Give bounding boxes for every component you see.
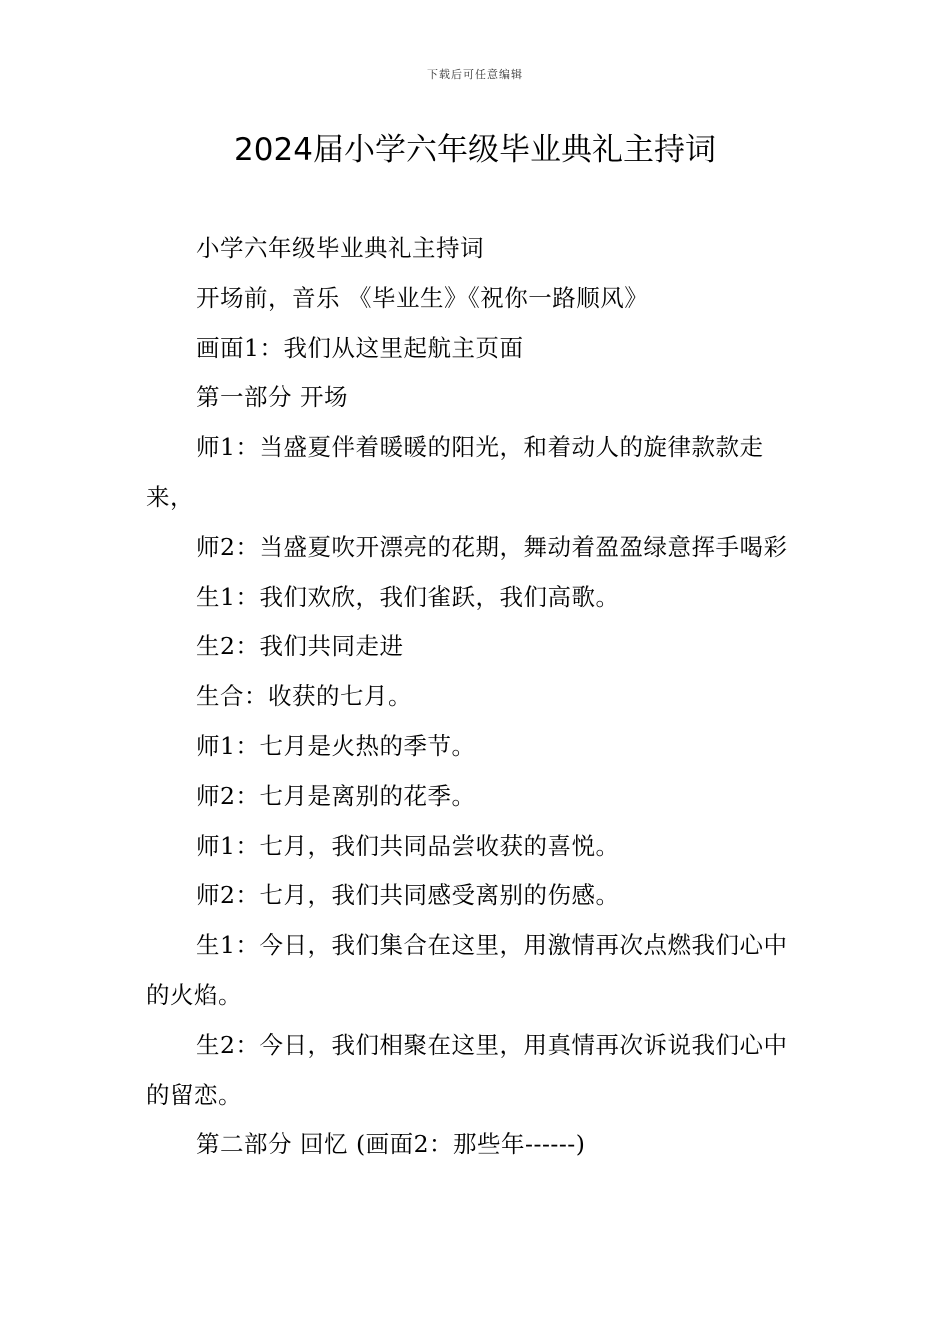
paragraph: 师2：七月，我们共同感受离别的伤感。 <box>196 881 620 910</box>
paragraph: 师2：当盛夏吹开漂亮的花期，舞动着盈盈绿意挥手喝彩 <box>196 532 788 561</box>
paragraph: 小学六年级毕业典礼主持词 <box>196 234 484 262</box>
paragraph: 画面1：我们从这里起航主页面 <box>196 333 524 362</box>
paragraph: 生2：今日，我们相聚在这里，用真情再次诉说我们心中的留恋。 <box>146 1030 788 1109</box>
paragraph: 第一部分 开场 <box>196 383 348 412</box>
paragraph: 生2：我们共同走进 <box>196 632 404 661</box>
paragraph: 生1：我们欢欣，我们雀跃，我们高歌。 <box>196 582 620 611</box>
paragraph: 师1：当盛夏伴着暖暖的阳光，和着动人的旋律款款走来， <box>146 433 764 511</box>
paragraph: 师1：七月是火热的季节。 <box>196 731 476 760</box>
paragraph: 开场前，音乐 《毕业生》《祝你一路顺风》 <box>196 283 649 312</box>
document-title: 2024届小学六年级毕业典礼主持词 <box>234 132 716 168</box>
paragraph: 生1：今日，我们集合在这里，用激情再次点燃我们心中的火焰。 <box>146 931 788 1009</box>
paragraph: 第二部分 回忆 (画面2：那些年------) <box>196 1130 586 1159</box>
paragraph: 师1：七月，我们共同品尝收获的喜悦。 <box>196 831 620 860</box>
paragraph: 生合：收获的七月。 <box>196 682 412 711</box>
paragraph: 师2：七月是离别的花季。 <box>196 781 476 810</box>
header-note: 下载后可任意编辑 <box>427 68 523 81</box>
document-body <box>146 224 810 1170</box>
